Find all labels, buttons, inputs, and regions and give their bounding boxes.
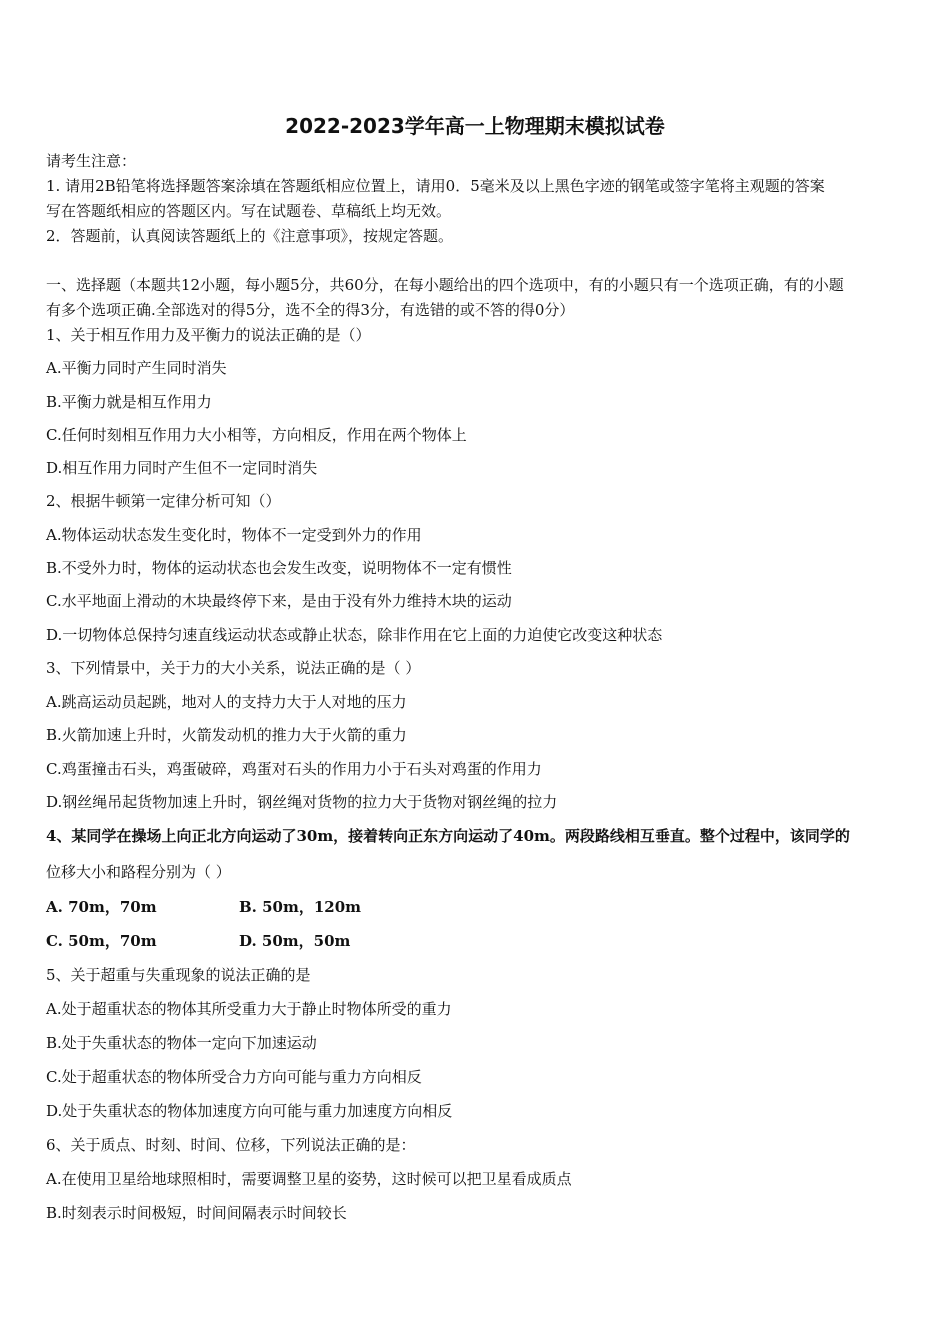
question-5-stem: 5、关于超重与失重现象的说法正确的是 (46, 966, 311, 984)
question-2-option-c: C.水平地面上滑动的木块最终停下来，是由于没有外力维持木块的运动 (46, 592, 512, 610)
question-3-option-c: C.鸡蛋撞击石头，鸡蛋破碎，鸡蛋对石头的作用力小于石头对鸡蛋的作用力 (46, 760, 542, 778)
question-2-option-b: B.不受外力时，物体的运动状态也会发生改变，说明物体不一定有惯性 (46, 559, 512, 577)
question-4-option-c: C. 50m，70m (46, 932, 157, 950)
question-6-option-b: B.时刻表示时间极短，时间间隔表示时间较长 (46, 1204, 347, 1222)
notice-item-1-cont: 写在答题纸相应的答题区内。写在试题卷、草稿纸上均无效。 (46, 202, 452, 220)
question-4-stem: 4、某同学在操场上向正北方向运动了30m，接着转向正东方向运动了40m。两段路线相互垂直。整个过程中，该同学的 (46, 827, 850, 845)
question-3-option-a: A.跳高运动员起跳，地对人的支持力大于人对地的压力 (46, 693, 407, 711)
notice-heading: 请考生注意： (46, 152, 137, 170)
section-intro-cont: 有多个选项正确.全部选对的得5分，选不全的得3分，有选错的或不答的得0分） (46, 301, 575, 319)
question-6-option-a: A.在使用卫星给地球照相时，需要调整卫星的姿势，这时候可以把卫星看成质点 (46, 1170, 572, 1188)
question-1-option-c: C.任何时刻相互作用力大小相等，方向相反，作用在两个物体上 (46, 426, 467, 444)
question-4-option-b: B. 50m，120m (239, 898, 362, 916)
question-4-stem-cont: 位移大小和路程分别为（ ） (46, 863, 231, 881)
notice-item-2: 2．答题前，认真阅读答题纸上的《注意事项》，按规定答题。 (46, 227, 454, 245)
question-1-option-b: B.平衡力就是相互作用力 (46, 393, 212, 411)
question-5-option-b: B.处于失重状态的物体一定向下加速运动 (46, 1034, 317, 1052)
question-5-option-c: C.处于超重状态的物体所受合力方向可能与重力方向相反 (46, 1068, 422, 1086)
question-3-option-d: D.钢丝绳吊起货物加速上升时，钢丝绳对货物的拉力大于货物对钢丝绳的拉力 (46, 793, 558, 811)
question-1-option-a: A.平衡力同时产生同时消失 (46, 359, 227, 377)
question-4-option-row-2 (46, 930, 908, 952)
question-3-stem: 3、下列情景中，关于力的大小关系，说法正确的是（ ） (46, 659, 421, 677)
question-1-stem: 1、关于相互作用力及平衡力的说法正确的是（） (46, 326, 371, 344)
question-4-option-row-1 (46, 896, 908, 918)
question-6-stem: 6、关于质点、时刻、时间、位移，下列说法正确的是： (46, 1136, 416, 1154)
question-4-option-a: A. 70m，70m (46, 898, 157, 916)
section-intro: 一、选择题（本题共12小题，每小题5分，共60分，在每小题给出的四个选项中，有的小题只有一个选项正确，有的小题 (46, 276, 844, 294)
notice-item-1: 1. 请用2B铅笔将选择题答案涂填在答题纸相应位置上，请用0．5毫米及以上黑色字迹的钢笔或签字笔将主观题的答案 (46, 177, 825, 195)
question-5-option-d: D.处于失重状态的物体加速度方向可能与重力加速度方向相反 (46, 1102, 453, 1120)
question-4-option-d: D. 50m，50m (239, 932, 351, 950)
question-2-stem: 2、根据牛顿第一定律分析可知（） (46, 492, 281, 510)
question-2-option-d: D.一切物体总保持匀速直线运动状态或静止状态，除非作用在它上面的力迫使它改变这种状态 (46, 626, 663, 644)
question-5-option-a: A.处于超重状态的物体其所受重力大于静止时物体所受的重力 (46, 1000, 452, 1018)
page-title: 2022-2023学年高一上物理期末模拟试卷 (285, 114, 665, 138)
question-1-option-d: D.相互作用力同时产生但不一定同时消失 (46, 459, 318, 477)
question-3-option-b: B.火箭加速上升时，火箭发动机的推力大于火箭的重力 (46, 726, 407, 744)
question-2-option-a: A.物体运动状态发生变化时，物体不一定受到外力的作用 (46, 526, 422, 544)
